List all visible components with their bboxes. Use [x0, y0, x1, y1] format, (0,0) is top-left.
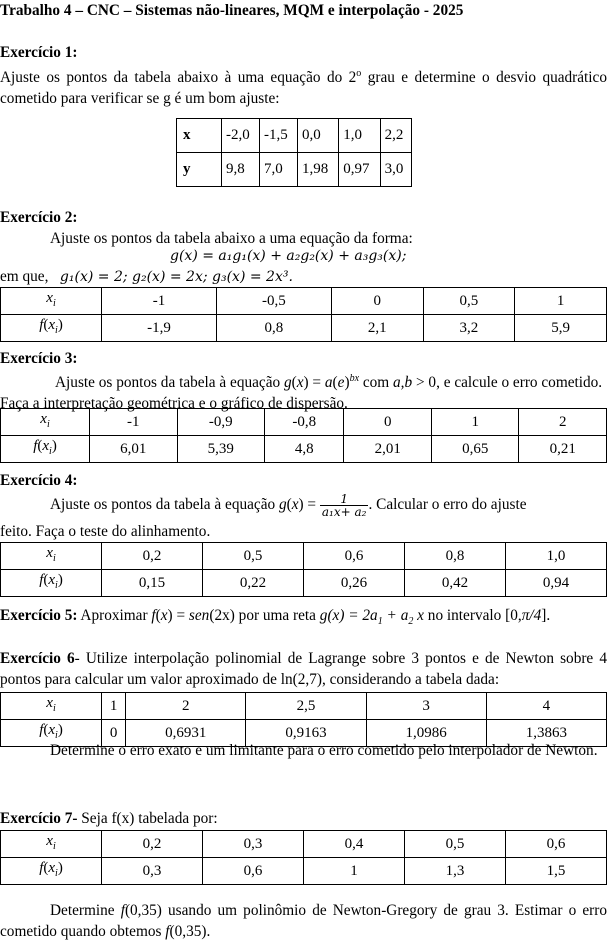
table-cell: 0,5: [405, 831, 506, 858]
table-cell: 3,0: [380, 153, 411, 187]
table-cell: 0,9163: [246, 720, 366, 747]
row-label: $x_i$: [1, 409, 90, 436]
table-cell: 4,8: [265, 436, 344, 463]
table-cell: 2,1: [331, 315, 423, 342]
table-cell: 0,6: [506, 831, 607, 858]
table-cell: 0: [102, 720, 126, 747]
table-row: [1, 288, 607, 315]
table-row: [177, 119, 412, 153]
row-label: $f(x_i)$: [1, 570, 102, 597]
table-cell: -1,9: [102, 315, 217, 342]
ex6-followup: Determine o erro exato e um limitante para o erro cometido pelo interpolador de Newton.: [50, 742, 598, 759]
ex4-statement: Ajuste os pontos da tabela à equação g(x) = $\frac{1}{\text{a₁x+ a₂}}$ . Calcular o erro do ajuste: [50, 491, 527, 519]
table-cell: -1,5: [260, 119, 298, 153]
table-cell: 0,42: [405, 570, 506, 597]
ex4-statement-cont: feito. Faça o teste do alinhamento.: [0, 523, 211, 540]
table-cell: 0,5: [423, 288, 515, 315]
table-cell: 1,98: [298, 153, 339, 187]
table-cell: 0,94: [506, 570, 607, 597]
ex2-equation: g(x) = a₁g₁(x) + a₂g₂(x) + a₃g₃(x);: [170, 248, 407, 264]
table-cell: 0,97: [339, 153, 380, 187]
table-cell: -1: [102, 288, 217, 315]
table-row: [1, 436, 607, 463]
table-cell: 1,3: [405, 858, 506, 885]
table-cell: 7,0: [260, 153, 298, 187]
row-label: $x_i$: [1, 288, 102, 315]
table-cell: 0,4: [304, 831, 405, 858]
ex2-data-table: [0, 287, 607, 342]
table-cell: 0,21: [519, 436, 607, 463]
table-cell: 0,3: [203, 831, 304, 858]
table-cell: 0,6: [203, 858, 304, 885]
table-cell: 0: [331, 288, 423, 315]
table-cell: 5,9: [515, 315, 607, 342]
table-cell: 0,2: [102, 831, 203, 858]
ex5-statement: Exercício 5: Aproximar f(x) = sen(2x) por uma reta $g(x) = 2a_1 + a_2$ x no intervalo [0,π/4].: [0, 607, 551, 628]
table-cell: 0,8: [216, 315, 331, 342]
ex7-followup: Determine f(0,35) usando um polinômio de Newton-Gregory de grau 3. Estimar o erro cometido quando obtemos f(0,35).: [0, 902, 607, 940]
row-label: $x_i$: [1, 693, 102, 720]
table-cell: 1,0: [506, 543, 607, 570]
table-cell: 0,6: [304, 543, 405, 570]
table-cell: 1,3863: [486, 720, 606, 747]
row-label: $f(x_i)$: [1, 858, 102, 885]
row-label: $x_i$: [1, 831, 102, 858]
table-cell: -1: [90, 409, 178, 436]
ex3-data-table: [0, 408, 607, 463]
table-cell: 0,26: [304, 570, 405, 597]
table-row: [1, 315, 607, 342]
row-label: x: [177, 119, 222, 153]
table-cell: 0,2: [102, 543, 203, 570]
table-cell: 4: [486, 693, 606, 720]
table-row: [1, 409, 607, 436]
row-label: $f(x_i)$: [1, 315, 102, 342]
table-cell: -0,8: [265, 409, 344, 436]
table-cell: 1: [304, 858, 405, 885]
table-cell: 2,2: [380, 119, 411, 153]
ex6-data-table: [0, 692, 607, 747]
ex4-fraction: $\frac{1}{\text{a₁x+ a₂}}$: [321, 491, 367, 519]
table-row: [1, 858, 607, 885]
row-label: $x_i$: [1, 543, 102, 570]
ex3-heading: Exercício 3:: [0, 350, 78, 367]
table-cell: 1: [431, 409, 519, 436]
ex6-statement: Exercício 6- Utilize interpolação polinomial de Lagrange sobre 3 pontos e de Newton sobre 4 pontos para calcular um valor aproximado de ln(2,7), considerando a tabela dada:: [0, 650, 607, 688]
ex3-statement: Ajuste os pontos da tabela à equação $g(x) = a(e)^{bx}$ com a,b > 0, e calcule o erro cometido. Faça a interpretação geométrica e o gráfico de dispersão.: [0, 373, 603, 413]
ex7-statement: Exercício 7- Seja f(x) tabelada por:: [0, 810, 218, 827]
table-cell: 0: [344, 409, 432, 436]
table-cell: 0,65: [431, 436, 519, 463]
ex2-where: em que, g₁(x) = 2; g₂(x) = 2x; g₃(x) = 2x³.: [0, 268, 293, 285]
ex5-heading: Exercício 5:: [0, 607, 78, 624]
table-cell: 0,15: [102, 570, 203, 597]
ex2-heading: Exercício 2:: [0, 209, 78, 226]
table-cell: 2: [519, 409, 607, 436]
table-cell: 0,3: [102, 858, 203, 885]
table-cell: -2,0: [222, 119, 260, 153]
table-cell: 2,01: [344, 436, 432, 463]
table-cell: 1: [102, 693, 126, 720]
ex4-heading: Exercício 4:: [0, 472, 78, 489]
table-cell: 1,0986: [366, 720, 486, 747]
ex2-intro: Ajuste os pontos da tabela abaixo a uma equação da forma:: [50, 230, 413, 247]
table-cell: 1,0: [339, 119, 380, 153]
ex6-heading: Exercício 6: [0, 650, 75, 667]
table-cell: 2: [126, 693, 246, 720]
table-cell: 1: [515, 288, 607, 315]
table-cell: 2,5: [246, 693, 366, 720]
table-cell: 9,8: [222, 153, 260, 187]
table-cell: 1,5: [506, 858, 607, 885]
table-row: [1, 570, 607, 597]
table-cell: -0,5: [216, 288, 331, 315]
ex7-data-table: [0, 830, 607, 885]
ex1-statement: Ajuste os pontos da tabela abaixo à uma equação do 2$^o$ grau e determine o desvio quadrático cometido para verificar se g é um bom ajuste:: [0, 68, 607, 108]
table-cell: 3: [366, 693, 486, 720]
ex1-heading: Exercício 1:: [0, 44, 78, 61]
table-row: [1, 543, 607, 570]
table-cell: 0,22: [203, 570, 304, 597]
document-title: Trabalho 4 – CNC – Sistemas não-lineares, MQM e interpolação - 2025: [0, 2, 464, 19]
table-cell: 0,6931: [126, 720, 246, 747]
table-cell: 3,2: [423, 315, 515, 342]
table-row: [1, 693, 607, 720]
table-cell: 0,0: [298, 119, 339, 153]
row-label: y: [177, 153, 222, 187]
row-label: $f(x_i)$: [1, 720, 102, 747]
ex4-data-table: [0, 542, 607, 597]
row-label: $f(x_i)$: [1, 436, 90, 463]
ex7-heading: Exercício 7-: [0, 810, 78, 827]
table-cell: 6,01: [90, 436, 178, 463]
table-cell: 0,5: [203, 543, 304, 570]
table-row: [1, 831, 607, 858]
table-cell: 0,8: [405, 543, 506, 570]
table-row: [177, 153, 412, 187]
table-cell: 5,39: [177, 436, 265, 463]
ex1-data-table: [176, 118, 412, 187]
table-cell: -0,9: [177, 409, 265, 436]
